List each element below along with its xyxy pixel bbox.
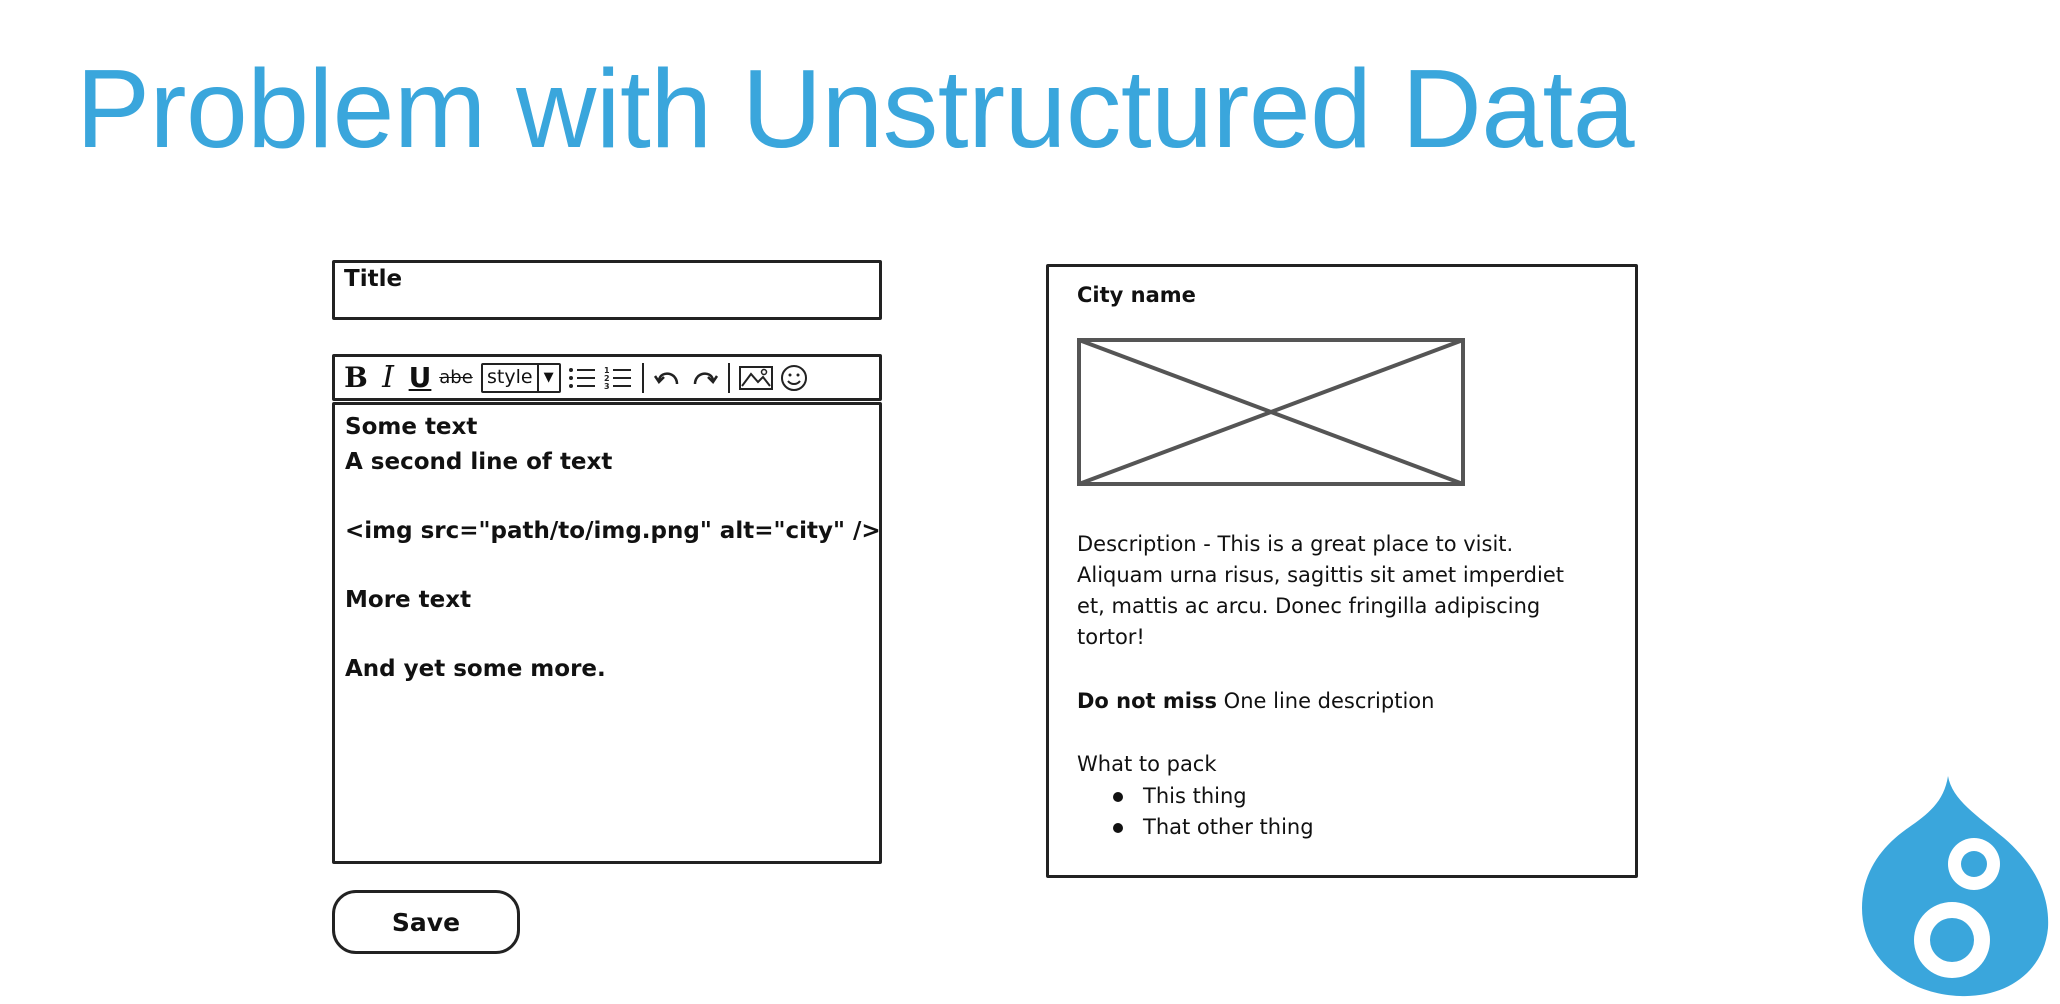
- city-output-card: [1046, 264, 1638, 878]
- body-editor[interactable]: [332, 402, 882, 864]
- chevron-down-icon: ▼: [543, 370, 554, 385]
- editor-line: <img src="path/to/img.png" alt="city" />: [345, 517, 881, 544]
- svg-text:3: 3: [603, 381, 610, 391]
- underline-button[interactable]: U: [408, 361, 432, 394]
- pack-list: [1077, 781, 1314, 843]
- svg-text:1: 1: [603, 365, 610, 375]
- toolbar-divider: [728, 363, 730, 393]
- editor-line: More text: [345, 586, 472, 613]
- italic-button[interactable]: I: [382, 360, 394, 395]
- description-line: et, mattis ac arcu. Donec fringilla adipiscing: [1077, 594, 1541, 618]
- description: [1077, 529, 1622, 653]
- undo-icon[interactable]: [653, 361, 683, 395]
- bullet-list-icon[interactable]: [567, 361, 597, 395]
- do-not-miss-text: One line description: [1223, 689, 1435, 713]
- do-not-miss: [1077, 686, 1622, 717]
- description-line: tortor!: [1077, 625, 1145, 649]
- emoji-icon[interactable]: [779, 361, 809, 395]
- do-not-miss-label: Do not miss: [1077, 689, 1217, 713]
- editor-line: [345, 617, 869, 652]
- image-icon[interactable]: [739, 361, 773, 395]
- city-name: City name: [1077, 283, 1196, 307]
- bold-button[interactable]: B: [344, 361, 368, 394]
- list-item: That other thing: [1077, 812, 1314, 843]
- what-to-pack-label: What to pack: [1077, 752, 1217, 776]
- image-placeholder-icon: [1077, 338, 1465, 486]
- strikethrough-button[interactable]: abe: [439, 367, 473, 388]
- title-field-label: Title: [344, 266, 403, 292]
- description-line: Description - This is a great place to visit.: [1077, 532, 1514, 556]
- numbered-list-icon[interactable]: [603, 361, 633, 395]
- svg-text:2: 2: [603, 373, 610, 383]
- save-button[interactable]: Save: [332, 890, 520, 954]
- toolbar-divider: [642, 363, 644, 393]
- editor-line: And yet some more.: [345, 655, 606, 682]
- list-item: This thing: [1077, 781, 1314, 812]
- redo-icon[interactable]: [689, 361, 719, 395]
- editor-line: A second line of text: [345, 448, 613, 475]
- description-line: Aliquam urna risus, sagittis sit amet imperdiet: [1077, 563, 1564, 587]
- editor-toolbar: [332, 354, 882, 401]
- editor-line: [345, 479, 869, 514]
- title-field[interactable]: [332, 260, 882, 320]
- style-select[interactable]: [481, 363, 561, 393]
- drupal-8-logo-icon: [1856, 772, 2052, 998]
- style-select-value: style: [483, 365, 539, 391]
- editor-line: [345, 548, 869, 583]
- editor-line: Some text: [345, 414, 478, 440]
- slide-title: Problem with Unstructured Data: [76, 47, 1635, 171]
